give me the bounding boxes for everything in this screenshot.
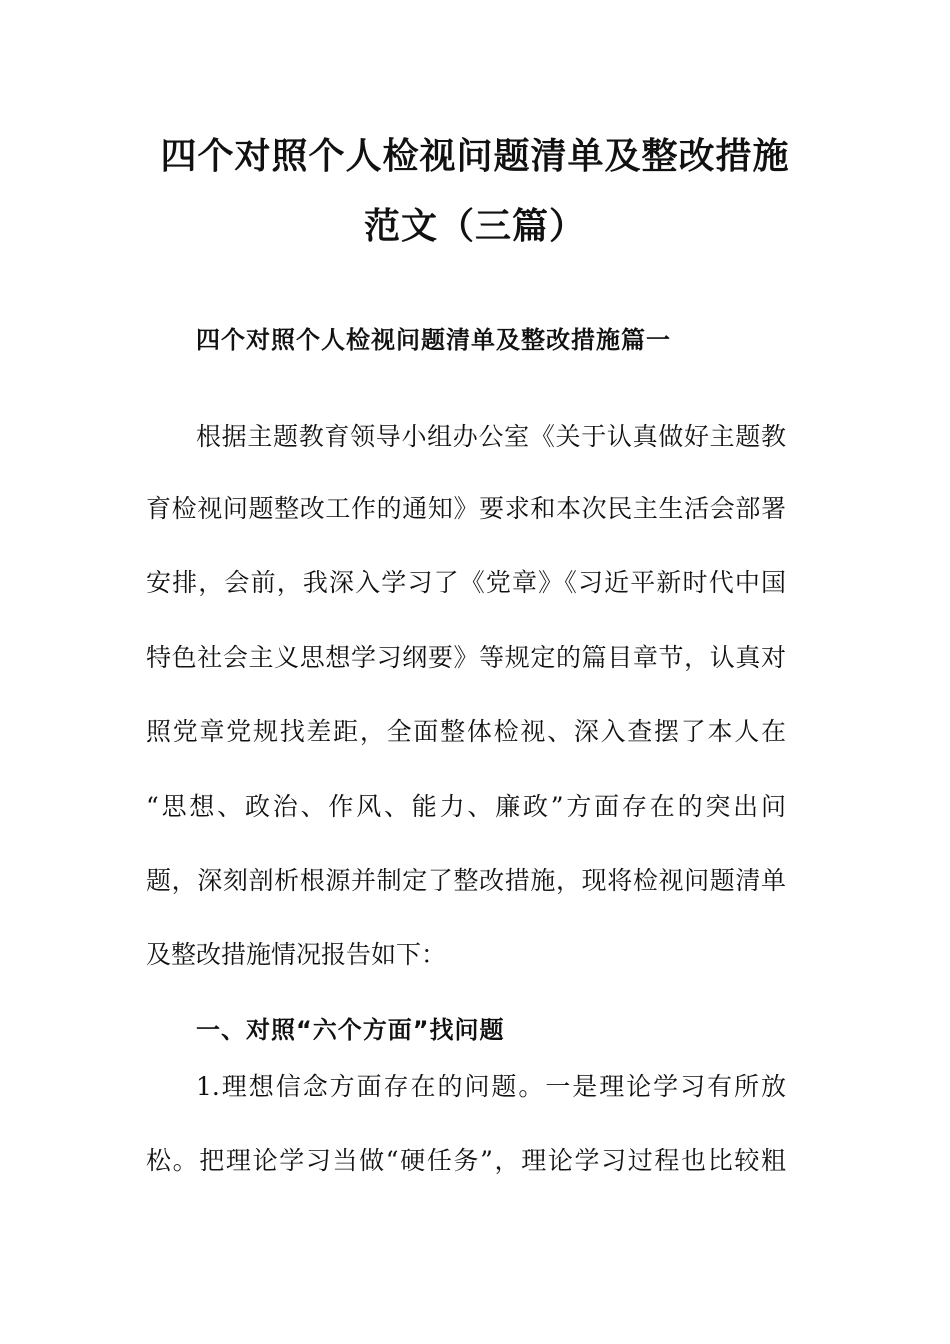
subheading-1: 一、对照“六个方面”找问题 — [196, 1016, 505, 1044]
paragraph1-line-4: 特色社会主义思想学习纲要》等规定的篇目章节，认真对 — [146, 643, 786, 672]
paragraph1-line-3: 安排，会前，我深入学习了《党章》《习近平新时代中国 — [146, 568, 786, 597]
document-title-line-1: 四个对照个人检视问题清单及整改措施 — [160, 136, 790, 177]
paragraph1-line-6: “思想、政治、作风、能力、廉政”方面存在的突出问 — [146, 792, 786, 821]
paragraph1-line-7: 题，深刻剖析根源并制定了整改措施，现将检视问题清单 — [146, 866, 786, 895]
document-title-line-2: 范文（三篇） — [363, 206, 586, 247]
paragraph1-line-5: 照党章党规找差距，全面整体检视、深入查摆了本人在 — [146, 717, 786, 746]
section-title: 四个对照个人检视问题清单及整改措施篇一 — [196, 326, 671, 354]
paragraph1-line-2: 育检视问题整改工作的通知》要求和本次民主生活会部署 — [146, 494, 786, 523]
paragraph2-line-1: 1.理想信念方面存在的问题。一是理论学习有所放 — [196, 1072, 786, 1101]
paragraph1-line-1: 根据主题教育领导小组办公室《关于认真做好主题教 — [196, 422, 786, 451]
paragraph2-line-2: 松。把理论学习当做“硬任务”，理论学习过程也比较粗 — [146, 1146, 786, 1175]
paragraph1-line-8: 及整改措施情况报告如下： — [146, 940, 447, 969]
